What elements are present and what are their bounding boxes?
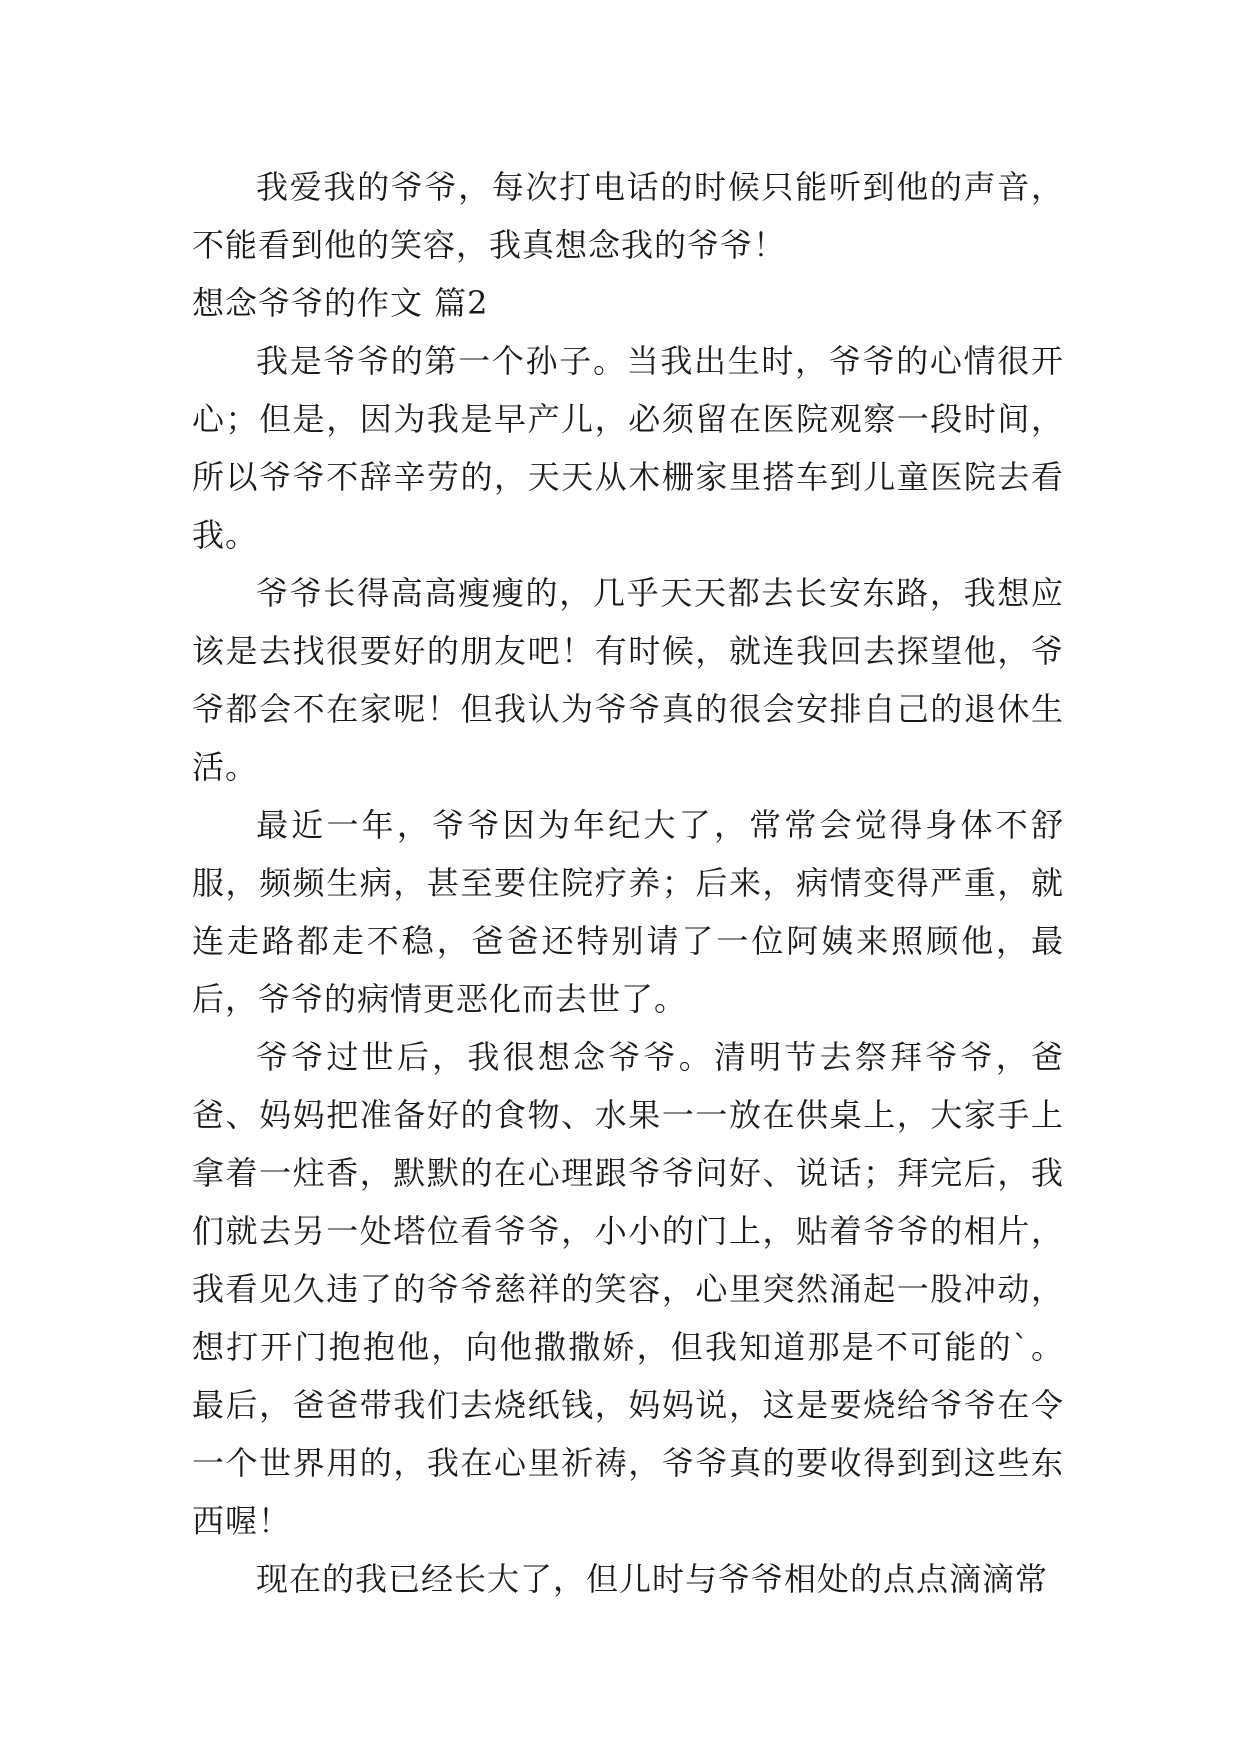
paragraph-intro: 我爱我的爷爷，每次打电话的时候只能听到他的声音，不能看到他的笑容，我真想念我的爷爷！ <box>192 168 1064 264</box>
paragraph-1: 我是爷爷的第一个孙子。当我出生时，爷爷的心情很开心；但是，因为我是早产儿，必须留在医院观察一段时间，所以爷爷不辞辛劳的，天天从木栅家里搭车到儿童医院去看我。 <box>192 342 1064 554</box>
paragraph-3: 最近一年，爷爷因为年纪大了，常常会觉得身体不舒服，频频生病，甚至要住院疗养；后来，病情变得严重，就连走路都走不稳，爸爸还特别请了一位阿姨来照顾他，最后，爷爷的病情更恶化而去世了。 <box>192 806 1064 1018</box>
document-page <box>192 158 1064 1608</box>
paragraph-4: 爷爷过世后，我很想念爷爷。清明节去祭拜爷爷，爸爸、妈妈把准备好的食物、水果一一放在供桌上，大家手上拿着一炷香，默默的在心理跟爷爷问好、说话；拜完后，我们就去另一处塔位看爷爷，小小的门上，贴着爷爷的相片，我看见久违了的爷爷慈祥的笑容，心里突然涌起一股冲动，想打开门抱抱他，向他撒撒娇，但我知道那是不可能的`。最后，爸爸带我们去烧纸钱，妈妈说，这是要烧给爷爷在令一个世界用的，我在心里祈祷，爷爷真的要收得到到这些东西喔！ <box>192 1038 1064 1540</box>
paragraph-2: 爷爷长得高高瘦瘦的，几乎天天都去长安东路，我想应该是去找很要好的朋友吧！有时候，就连我回去探望他，爷爷都会不在家呢！但我认为爷爷真的很会安排自己的退休生活。 <box>192 574 1064 786</box>
paragraph-5: 现在的我已经长大了，但儿时与爷爷相处的点点滴滴常 <box>256 1560 1049 1598</box>
section-heading: 想念爷爷的作文 篇2 <box>192 284 489 322</box>
